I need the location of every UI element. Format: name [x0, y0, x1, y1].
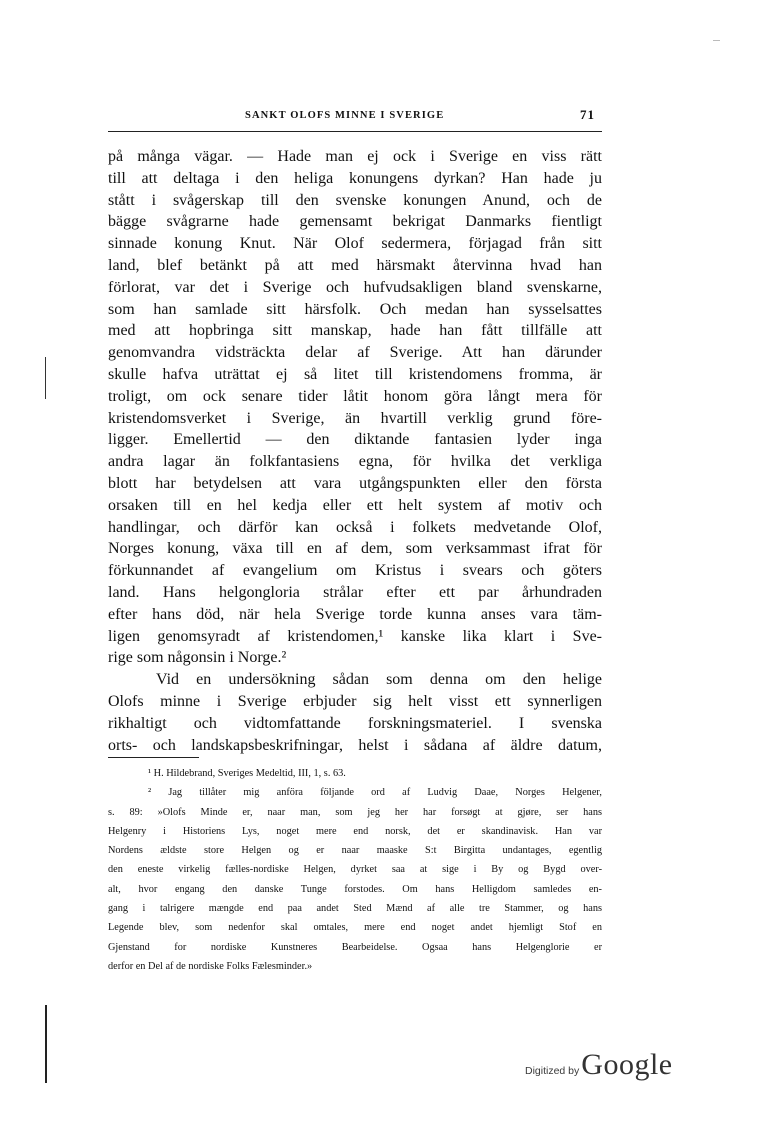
body-line: Olofs minne i Sverige erbjuder sig helt visst ett synnerligen: [108, 692, 602, 710]
body-line: bägge svågrarne hade gemensamt bekrigat Danmarks fientligt: [108, 213, 602, 231]
body-line: förkunnandet af evangelium om Kristus i svears och göters: [108, 562, 602, 580]
footnote-line: derfor en Del af de nordiske Folks Fælesminder.»: [108, 960, 313, 972]
watermark-prefix: Digitized by: [525, 1065, 580, 1077]
body-line: efter hans död, när hela Sverige torde kunna anses vara täm-: [108, 605, 602, 623]
footnote-line: Gjenstand for nordiske Kunstneres Bearbeidelse. Ogsaa hans Helgenglorie er: [108, 941, 602, 953]
body-line: land, blef betänkt på att med härsmakt återvinna hvad han: [108, 256, 602, 274]
body-line: Norges konung, växa till en af dem, som verksammast ifrat för: [108, 540, 602, 558]
body-line: som han samlade sitt härsfolk. Och medan han sysselsattes: [108, 300, 602, 318]
body-line: blott har betydelsen att vara utgångspunkten eller den första: [108, 474, 602, 492]
footnote-line: alt, hvor engang den danske Tunge forstodes. Om hans Helligdom samledes en-: [108, 883, 602, 895]
google-logo: Google: [581, 1048, 673, 1081]
footnote-line: Helgenry i Historiens Lys, noget mere end norsk, det er skandinavisk. Han var: [108, 825, 602, 837]
body-line: handlingar, och därför kan också i folkets medvetande Olof,: [108, 518, 602, 536]
body-line: orts- och landskapsbeskrifningar, helst i sådana af äldre datum,: [108, 736, 602, 754]
body-line: rige som någonsin i Norge.²: [108, 649, 287, 667]
body-line: andra lagar än folkfantasiens egna, för hvilka det verkliga: [108, 453, 602, 471]
body-line: med att hopbringa sitt manskap, hade han fått tillfälle att: [108, 322, 602, 340]
page-corner-mark: [713, 40, 720, 41]
running-title: SANKT OLOFS MINNE I SVERIGE: [245, 110, 445, 121]
body-line: ligger. Emellertid — den diktande fantasien lyder inga: [108, 431, 602, 449]
header-rule: [108, 131, 602, 132]
body-line: stått i svågerskap till den svenske konungen Anund, och de: [108, 191, 602, 209]
body-line: på många vägar. — Hade man ej ock i Sverige en viss rätt: [108, 148, 602, 165]
body-line: förlorat, var det i Sverige och hufvudsakligen bland svenskarne,: [108, 278, 602, 296]
footnote-line: s. 89: »Olofs Minde er, naar man, som jeg her har forsøgt at gjøre, ser hans: [108, 806, 602, 818]
body-line: land. Hans helgongloria strålar efter ett par århundraden: [108, 583, 602, 601]
body-line: Vid en undersökning sådan som denna om den helige: [156, 671, 602, 689]
footnote-line: ² Jag tillåter mig anföra följande ord af Ludvig Daae, Norges Helgener,: [148, 787, 602, 799]
body-line: orsaken till en hel kedja eller ett helt system af motiv och: [108, 496, 602, 514]
body-line: rikhaltigt och vidtomfattande forskningsmateriel. I svenska: [108, 714, 602, 732]
body-line: skulle hafva uträttat ej så litet till kristendomens fromma, är: [108, 365, 602, 383]
footnote-line: den eneste virkelig fælles-nordiske Helgen, dyrket saa at sige i By og Bygd over-: [108, 864, 602, 876]
body-line: troligt, om ock senare tider låtit honom göra långt mera för: [108, 387, 602, 405]
footnote-line: ¹ H. Hildebrand, Sveriges Medeltid, III, 1, s. 63.: [148, 768, 346, 779]
body-line: sinnade konung Knut. När Olof sedermera, förjagad från sitt: [108, 235, 602, 253]
footnotes: [108, 764, 602, 976]
body-text: [108, 146, 602, 756]
footnote-line: Nordens ældste store Helgen og er naar maaske S:t Birgitta undantages, egentlig: [108, 845, 602, 857]
digitized-watermark: [525, 1048, 673, 1082]
footnote-line: gang i talrigere mængde end paa andet Sted Mænd af alle tre Stammer, og hans: [108, 903, 602, 915]
margin-mark: [45, 1005, 47, 1083]
footnote-rule: [108, 757, 199, 758]
page-number: 71: [580, 107, 595, 122]
body-line: kristendomsverket i Sverige, än hvartill verklig grund före-: [108, 409, 602, 427]
margin-mark: [45, 357, 46, 399]
body-line: till att deltaga i den heliga konungens dyrkan? Han hade ju: [108, 169, 602, 187]
body-line: genomvandra vidsträckta delar af Sverige. Att han därunder: [108, 344, 602, 362]
footnote-line: Legende blev, som nedenfor skal omtales, mere end noget andet hjemligt Stof en: [108, 922, 602, 934]
body-line: ligen genomsyradt af kristendomen,¹ kanske lika klart i Sve-: [108, 627, 602, 645]
